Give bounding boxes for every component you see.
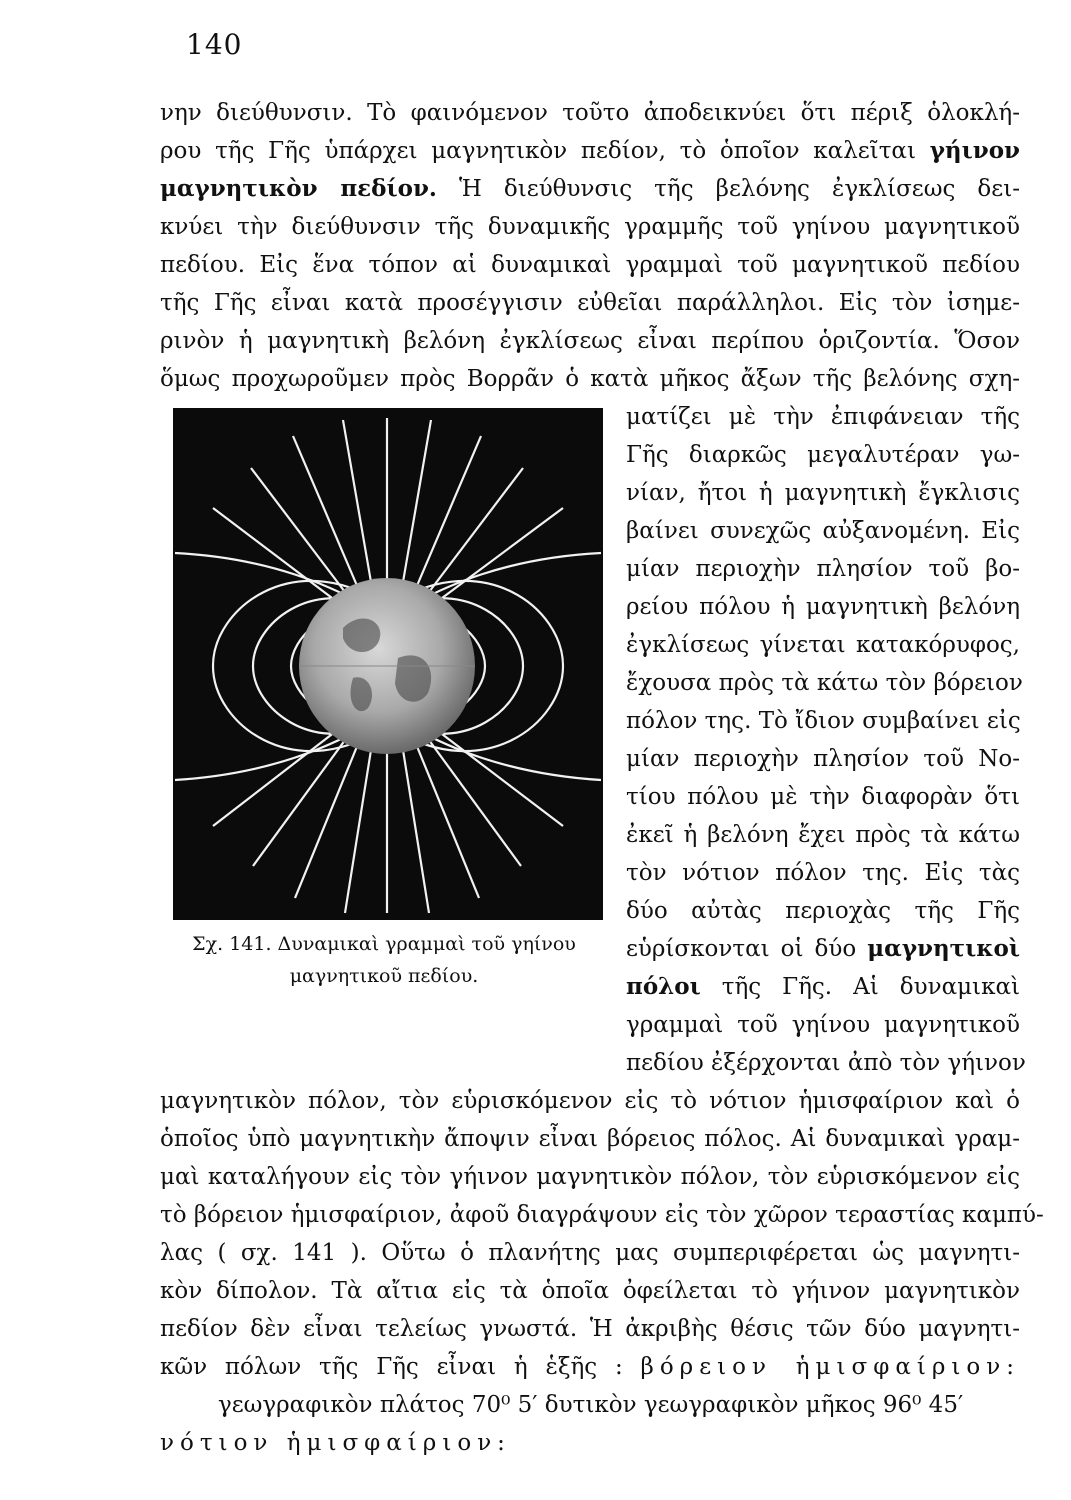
page-number: 140 (186, 28, 243, 61)
bold-term: μαγνητικοὶ (867, 935, 1020, 962)
text-line: ρινὸν ἡ μαγνητικὴ βελόνη ἐγκλίσεως εἶναι περίπου ὁριζοντία. Ὅσον (160, 328, 1020, 354)
text-line: πεδίου ἐξέρχονται ἀπὸ τὸν γήινον (626, 1050, 1026, 1076)
text-line: ρείου πόλου ἡ μαγνητικὴ βελόνη (626, 594, 1020, 620)
text-line: μαὶ καταλήγουν εἰς τὸν γήινον μαγνητικὸν πόλον, τὸν εὑρισκόμενον εἰς (160, 1164, 1020, 1190)
text-line: τῆς Γῆς εἶναι κατὰ προσέγγισιν εὐθεῖαι παράλληλοι. Εἰς τὸν ἰσημε- (160, 290, 1020, 316)
spaced-heading: νότιον ἡμισφαίριον: (160, 1430, 511, 1456)
text-line: μίαν περιοχὴν πλησίον τοῦ Νο- (626, 746, 1020, 772)
text-line: κῶν πόλων τῆς Γῆς εἶναι ἡ ἑξῆς : βόρειον ἡμισφαίριον: (160, 1354, 1020, 1380)
text-line: πόλον της. Τὸ ἴδιον συμβαίνει εἰς (626, 708, 1021, 734)
coordinates-line: γεωγραφικὸν πλάτος 70⁰ 5′ δυτικὸν γεωγραφικὸν μῆκος 96⁰ 45′ (218, 1392, 964, 1418)
text-line: κνύει τὴν διεύθυνσιν τῆς δυναμικῆς γραμμῆς τοῦ γηίνου μαγνητικοῦ (160, 214, 1020, 240)
text-line: τίου πόλου μὲ τὴν διαφορὰν ὅτι (626, 784, 1020, 810)
text-line: βαίνει συνεχῶς αὐξανομένη. Εἰς (626, 518, 1020, 544)
caption-line: μαγνητικοῦ πεδίου. (289, 965, 479, 987)
text-line: κὸν δίπολον. Τὰ αἴτια εἰς τὰ ὁποῖα ὀφείλεται τὸ γήινον μαγνητικὸν (160, 1278, 1020, 1304)
text-line: ὅμως προχωροῦμεν πρὸς Βορρᾶν ὁ κατὰ μῆκος ἄξων τῆς βελόνης σχη- (160, 366, 1020, 392)
text-line: νίαν, ἤτοι ἡ μαγνητικὴ ἔγκλισις (626, 480, 1020, 506)
text-line: Γῆς διαρκῶς μεγαλυτέραν γω- (626, 442, 1020, 468)
caption-line: Σχ. 141. Δυναμικαὶ γραμμαὶ τοῦ γηίνου (192, 933, 576, 955)
text-line: γραμμαὶ τοῦ γηίνου μαγνητικοῦ (626, 1012, 1020, 1038)
text-line: τὸν νότιον πόλον της. Εἰς τὰς (626, 860, 1020, 886)
text-line: πεδίου. Εἰς ἕνα τόπον αἱ δυναμικαὶ γραμμαὶ τοῦ μαγνητικοῦ πεδίου (160, 252, 1020, 278)
field-lines-illustration (173, 408, 603, 920)
text-line: τὸ βόρειον ἡμισφαίριον, ἀφοῦ διαγράψουν εἰς τὸν χῶρον τεραστίας καμπύ- (160, 1202, 1044, 1228)
bold-term: πόλοι (626, 973, 701, 1000)
text-line: μαγνητικὸν πεδίον. Ἡ διεύθυνσις τῆς βελόνης ἐγκλίσεως δει- (160, 175, 1020, 202)
text-line: μίαν περιοχὴν πλησίον τοῦ βο- (626, 556, 1020, 582)
bold-term: μαγνητικὸν πεδίον. (160, 175, 437, 202)
text-line: ματίζει μὲ τὴν ἐπιφάνειαν τῆς (626, 404, 1020, 430)
text-line: ἐκεῖ ἡ βελόνη ἔχει πρὸς τὰ κάτω (626, 822, 1020, 848)
text-line: ἐγκλίσεως γίνεται κατακόρυφος, (626, 632, 1020, 658)
text-line: ἔχουσα πρὸς τὰ κάτω τὸν βόρειον (626, 670, 1023, 696)
text-line: εὑρίσκονται οἱ δύο μαγνητικοὶ (626, 935, 1020, 962)
text-line: νην διεύθυνσιν. Τὸ φαινόμενον τοῦτο ἀποδεικνύει ὅτι πέριξ ὁλοκλή- (160, 100, 1020, 126)
text-line: δύο αὐτὰς περιοχὰς τῆς Γῆς (626, 898, 1020, 924)
text-line: ὁποῖος ὑπὸ μαγνητικὴν ἄποψιν εἶναι βόρειος πόλος. Αἱ δυναμικαὶ γραμ- (160, 1126, 1020, 1152)
text-line: μαγνητικὸν πόλον, τὸν εὑρισκόμενον εἰς τὸ νότιον ἡμισφαίριον καὶ ὁ (160, 1088, 1020, 1114)
text-line: λας ( σχ. 141 ). Οὕτω ὁ πλανήτης μας συμπεριφέρεται ὡς μαγνητι- (160, 1240, 1020, 1266)
spaced-heading: βόρειον ἡμισφαίριον: (640, 1354, 1020, 1380)
text-line: ρου τῆς Γῆς ὑπάρχει μαγνητικὸν πεδίον, τὸ ὁποῖον καλεῖται γήινον (160, 137, 1020, 164)
text-line: πεδίον δὲν εἶναι τελείως γνωστά. Ἡ ἀκριβὴς θέσις τῶν δύο μαγνητι- (160, 1316, 1020, 1342)
magnetic-field-figure (173, 408, 603, 920)
text-line: πόλοι τῆς Γῆς. Αἱ δυναμικαὶ (626, 973, 1020, 1000)
bold-term: γήινον (929, 137, 1020, 164)
figure-caption (164, 928, 604, 992)
